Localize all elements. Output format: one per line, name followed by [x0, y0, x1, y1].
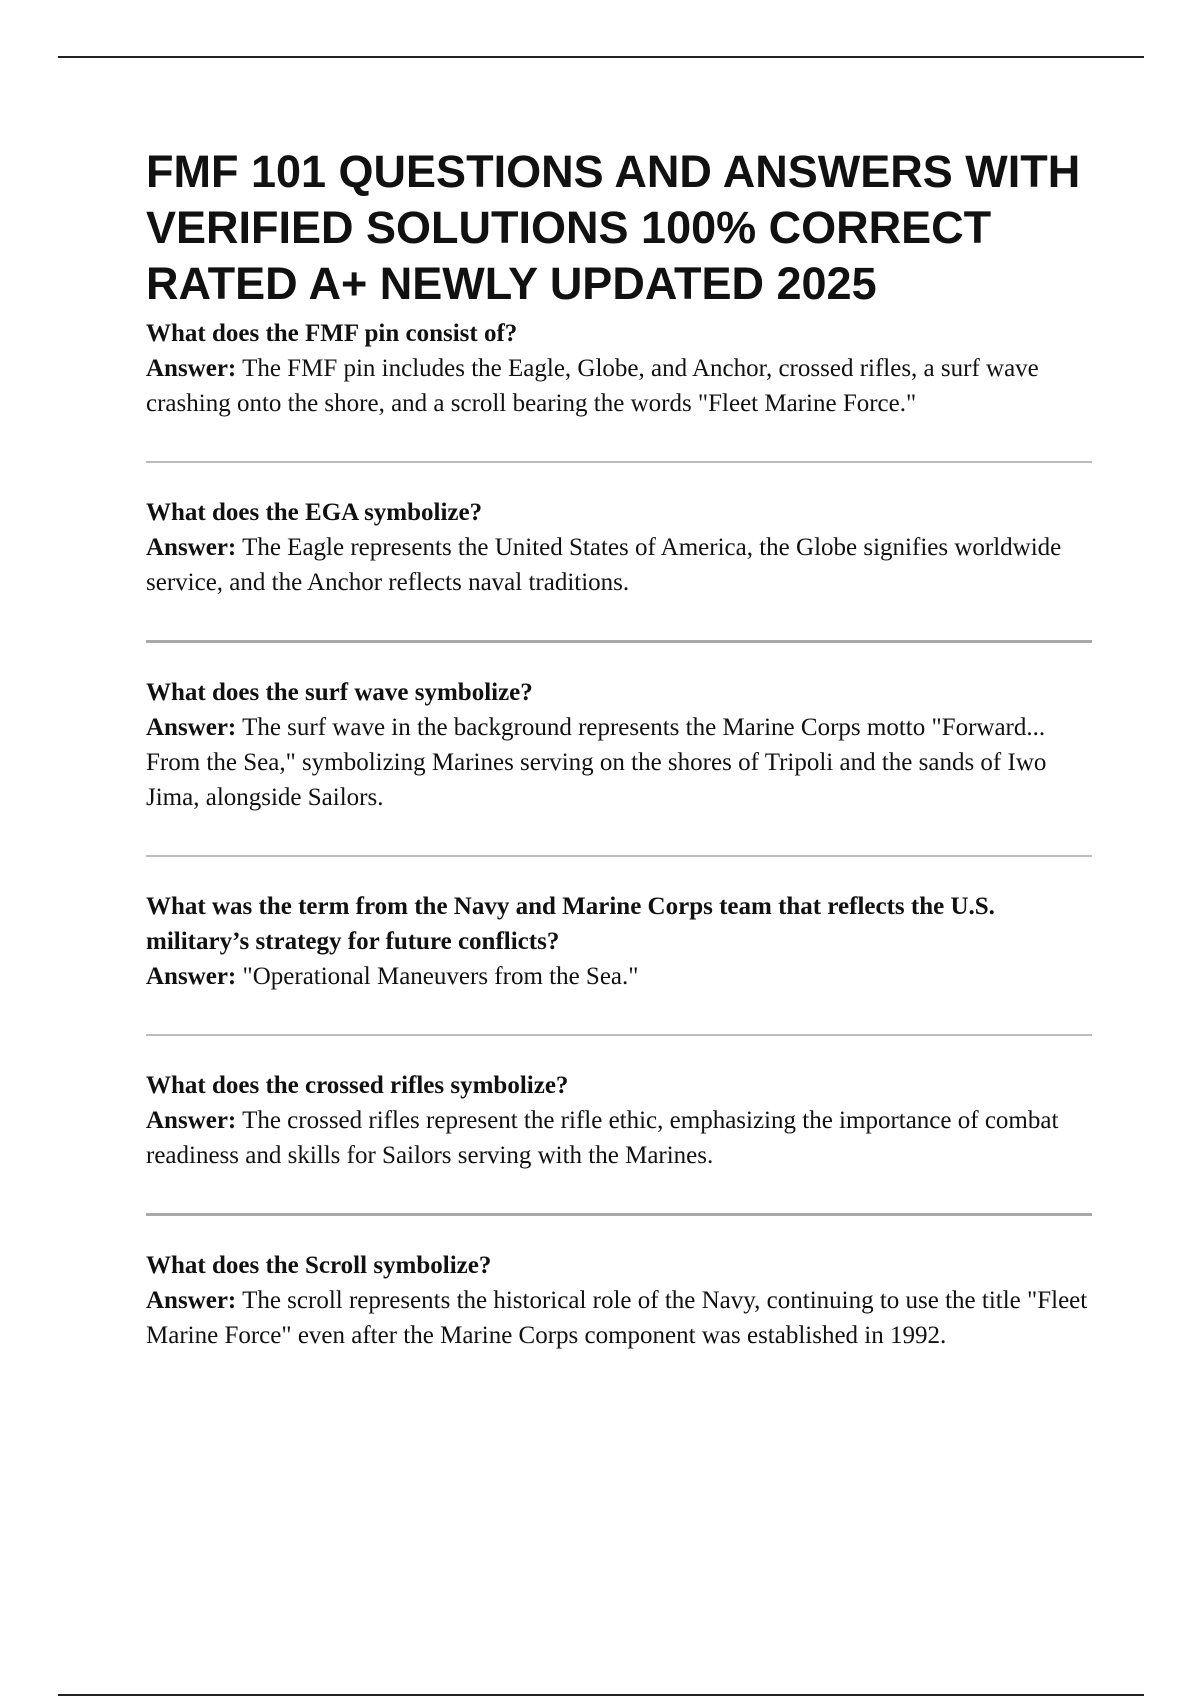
question-text: What does the FMF pin consist of? — [146, 320, 518, 347]
question-text: What was the term from the Navy and Marine Corps team that reflects the U.S. military’s strategy for future conflicts? — [146, 893, 995, 955]
question-text: What does the Scroll symbolize? — [146, 1252, 492, 1279]
section-divider — [146, 855, 1092, 857]
answer-text — [146, 710, 1092, 815]
answer-label: Answer: — [146, 1107, 237, 1134]
document-body — [146, 144, 1092, 1353]
answer-body: The scroll represents the historical role of the Navy, continuing to use the title "Fleet Marine Force" even after the Marine Corps component was established in 1992. — [146, 1287, 1088, 1349]
answer-label: Answer: — [146, 355, 237, 382]
question-text: What does the crossed rifles symbolize? — [146, 1072, 569, 1099]
answer-body: The crossed rifles represent the rifle ethic, emphasizing the importance of combat readiness and skills for Sailors serving with the Marines. — [146, 1107, 1059, 1169]
section-divider — [146, 1034, 1092, 1036]
section-divider — [146, 640, 1092, 643]
qa-item — [146, 675, 1092, 815]
section-divider — [146, 1213, 1092, 1216]
answer-label: Answer: — [146, 534, 237, 561]
answer-body: The FMF pin includes the Eagle, Globe, and Anchor, crossed rifles, a surf wave crashing onto the shore, and a scroll bearing the words "Fleet Marine Force." — [146, 355, 1039, 417]
answer-body: The Eagle represents the United States of America, the Globe signifies worldwide service, and the Anchor reflects naval traditions. — [146, 534, 1062, 596]
question-text: What does the surf wave symbolize? — [146, 679, 533, 706]
question-text: What does the EGA symbolize? — [146, 499, 483, 526]
qa-item — [146, 889, 1092, 994]
answer-text — [146, 530, 1092, 600]
answer-text — [146, 351, 1092, 421]
answer-label: Answer: — [146, 963, 237, 990]
answer-label: Answer: — [146, 714, 237, 741]
section-divider — [146, 461, 1092, 463]
answer-label: Answer: — [146, 1287, 237, 1314]
answer-text — [146, 959, 1092, 994]
answer-body: The surf wave in the background represents the Marine Corps motto "Forward... From the Sea," symbolizing Marines serving on the shores of Tripoli and the sands of Iwo Jima, alongside Sailors. — [146, 714, 1047, 811]
qa-item — [146, 1068, 1092, 1173]
qa-item — [146, 1248, 1092, 1353]
page-bottom-rule — [58, 1694, 1144, 1696]
answer-text — [146, 1283, 1092, 1353]
answer-body: "Operational Maneuvers from the Sea." — [236, 963, 639, 990]
answer-text — [146, 1103, 1092, 1173]
qa-item — [146, 495, 1092, 600]
qa-item — [146, 316, 1092, 421]
page-top-rule — [58, 56, 1144, 58]
document-title: FMF 101 QUESTIONS AND ANSWERS WITH VERIFIED SOLUTIONS 100% CORRECT RATED A+ NEWLY UPDATED 2025 — [146, 146, 1081, 309]
